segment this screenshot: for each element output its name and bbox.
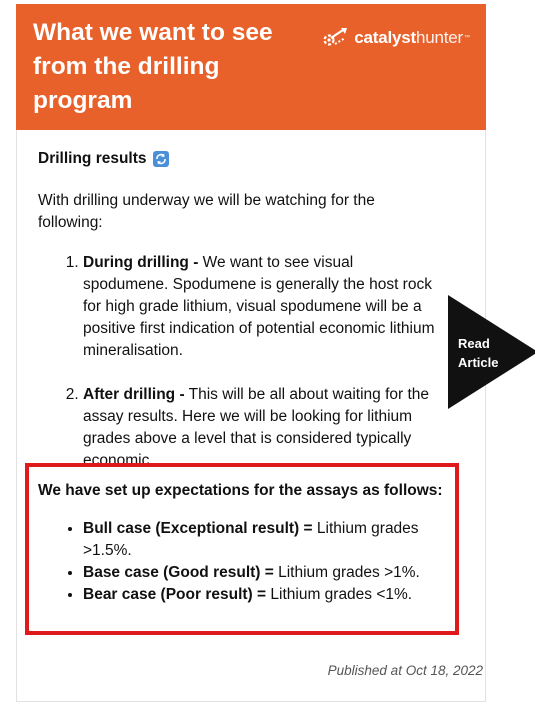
- step-text: We want to see visual spodumene. Spodumene is generally the host rock for high grade lithium, visual spodumene will be a positive first indication of potential economic lithium mineralisation.: [83, 254, 435, 359]
- list-item: [83, 562, 448, 584]
- article-body: [38, 148, 438, 494]
- intro-text: With drilling underway we will be watching for the following:: [38, 192, 375, 231]
- step-label: After drilling -: [83, 386, 185, 403]
- case-text: Lithium grades <1%.: [266, 586, 413, 603]
- step-label: During drilling -: [83, 254, 199, 271]
- brand-bold: catalyst: [354, 28, 416, 47]
- read-article-line2: Article: [458, 355, 499, 370]
- case-label: Bull case (Exceptional result) =: [83, 520, 313, 537]
- steps-list: [38, 252, 438, 472]
- refresh-icon: [153, 151, 169, 167]
- cases-list: [38, 518, 448, 606]
- brand-tm: ™: [464, 35, 470, 41]
- list-item: [83, 384, 438, 472]
- article-header: [16, 4, 486, 130]
- list-item: [83, 518, 448, 562]
- expectations-title: We have set up expectations for the assays as follows:: [38, 482, 443, 499]
- page-title: What we want to see from the drilling program: [33, 19, 273, 114]
- read-article-line1: Read: [458, 336, 490, 351]
- section-title-text: Drilling results: [38, 150, 147, 167]
- expectations-section: [38, 480, 448, 606]
- published-date: Published at Oct 18, 2022: [327, 663, 483, 678]
- catalyst-hunter-logo[interactable]: [323, 26, 470, 50]
- brand-light: hunter: [415, 28, 463, 47]
- step-text: This will be all about waiting for the assay results. Here we will be looking for lithium grades above a level that is considered typically economic.: [83, 386, 430, 469]
- section-heading: [38, 148, 438, 170]
- list-item: [83, 584, 448, 606]
- case-text: Lithium grades >1%.: [273, 564, 420, 581]
- read-article-button[interactable]: [458, 334, 498, 372]
- case-text: Lithium grades >1.5%.: [83, 520, 419, 559]
- target-arrow-icon: [323, 26, 351, 50]
- list-item: [83, 252, 438, 362]
- case-label: Bear case (Poor result) =: [83, 586, 267, 603]
- case-label: Base case (Good result) =: [83, 564, 274, 581]
